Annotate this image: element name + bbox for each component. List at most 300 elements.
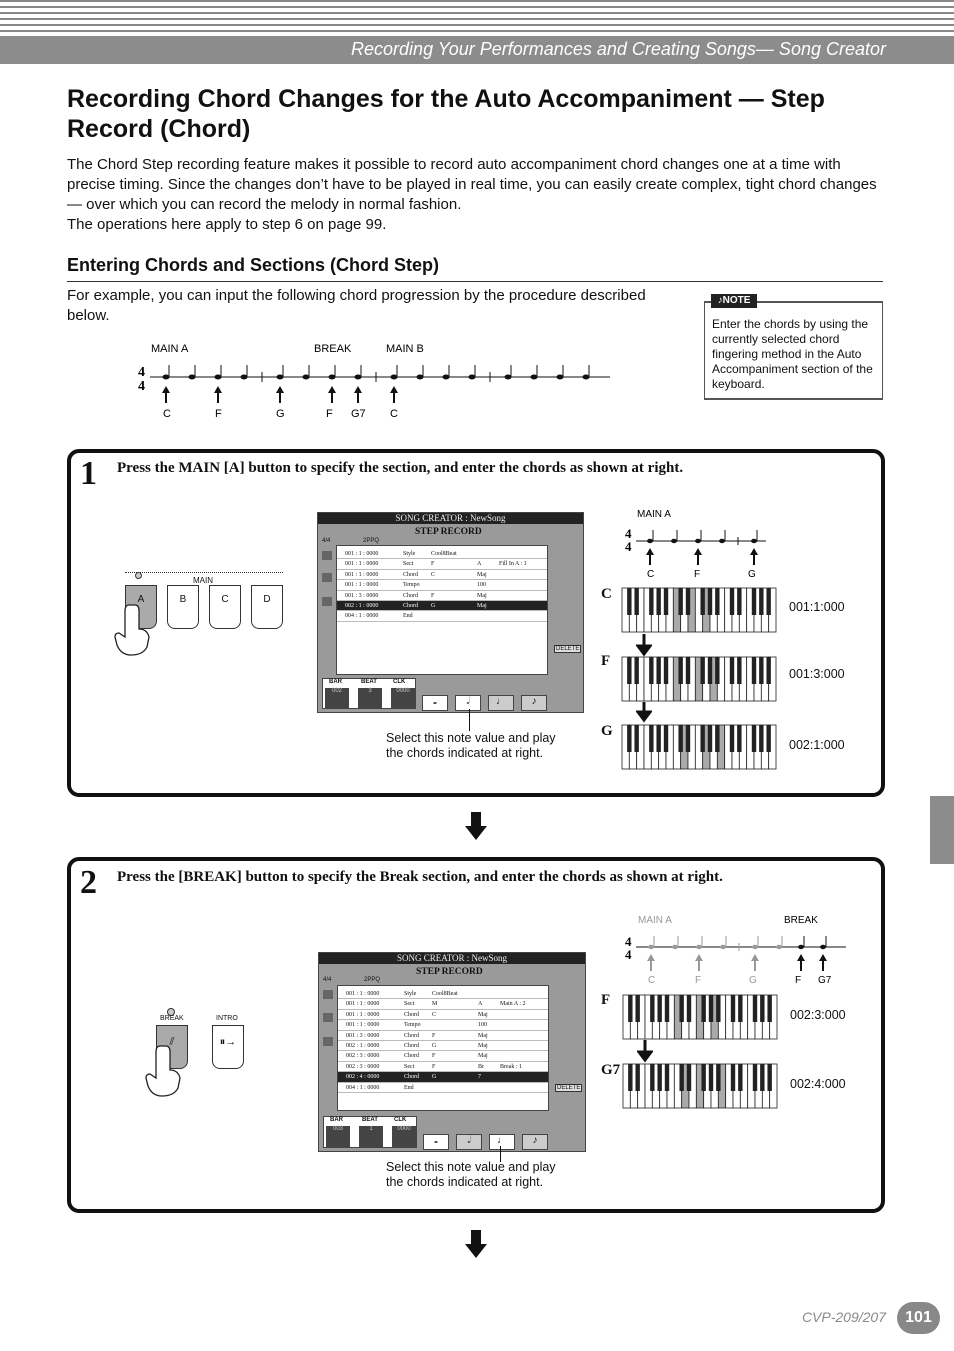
black-key	[759, 657, 763, 684]
kbd-chord-c-label: C	[601, 586, 612, 602]
timeline-note	[303, 375, 310, 380]
event-cell: Fill In A : 1	[499, 561, 527, 568]
clk-value[interactable]: 0000	[391, 688, 415, 708]
note-badge: ♪NOTE	[711, 294, 757, 308]
screen-down-icon[interactable]	[322, 573, 332, 582]
event-row[interactable]	[338, 1010, 548, 1020]
black-key	[664, 657, 668, 684]
event-cell: Cool8Beat	[432, 991, 458, 997]
note-box	[704, 301, 883, 400]
timeline-note	[215, 375, 222, 380]
step-1-instruction: Press the MAIN [A] button to specify the section, and enter the chords as shown at right.	[117, 460, 684, 476]
black-key	[656, 657, 660, 684]
section-title: Recording Chord Changes for the Auto Accompaniment — Step Record (Chord)	[67, 85, 825, 143]
black-key	[628, 995, 632, 1022]
black-key	[766, 588, 770, 615]
event-cell: Chord	[404, 1043, 419, 1049]
mini-arrow-icon	[646, 548, 654, 565]
black-key	[664, 588, 668, 615]
mini2-section-break: BREAK	[784, 915, 818, 926]
beat-label: BEAT	[361, 679, 377, 685]
mini2-time-bottom: 4	[625, 947, 632, 962]
event-row[interactable]	[338, 1051, 548, 1061]
mini2-arrow-icon	[819, 954, 827, 971]
bar-value[interactable]: 002	[325, 688, 349, 708]
event-cell: Sect	[404, 1063, 415, 1070]
half-note-button-2[interactable]: 𝅗𝅥	[456, 1134, 482, 1150]
black-key	[766, 725, 770, 752]
event-row[interactable]	[337, 591, 547, 601]
timeline-notes	[162, 365, 590, 403]
mini-arrow-icon	[750, 548, 758, 565]
black-key	[687, 1064, 691, 1091]
timeline-arrow-icon	[214, 386, 222, 403]
black-key	[716, 1064, 720, 1091]
event-row[interactable]	[338, 1083, 548, 1093]
black-key	[708, 657, 712, 684]
pressing-hand-icon-2	[144, 1044, 184, 1098]
kbd2-chord-f-label: F	[601, 992, 611, 1008]
event-cell: 002 : 3 : 0000	[346, 1063, 380, 1070]
timeline-note	[241, 375, 248, 380]
subsection-rule	[67, 281, 883, 282]
clk-label-2: CLK	[394, 1117, 407, 1123]
screen2-title: SONG CREATOR : NewSong	[319, 953, 585, 964]
black-key	[649, 588, 653, 615]
side-tab	[930, 796, 954, 864]
timeline-section-break: BREAK	[314, 343, 352, 355]
event-cell: 002 : 1 : 0000	[346, 1043, 380, 1049]
black-key	[701, 995, 705, 1022]
page-number: 101	[897, 1302, 940, 1334]
mini2-note	[696, 945, 702, 949]
mini-note	[695, 539, 701, 543]
black-key	[701, 1064, 705, 1091]
black-key	[687, 995, 691, 1022]
event-cell: Chord	[404, 1074, 419, 1081]
timeline-arrow-icon	[328, 386, 336, 403]
black-key	[700, 657, 704, 684]
mini2-note	[752, 945, 758, 949]
black-key	[737, 725, 741, 752]
screen-top-icon[interactable]	[322, 597, 332, 606]
event-cell: Chord	[403, 592, 418, 599]
event-cell: End	[403, 613, 413, 620]
mini2-chord-c: C	[648, 975, 656, 986]
step-2-caption: Select this note value and play the chords indicated at right.	[386, 1160, 556, 1189]
subsection-title: Entering Chords and Sections (Chord Step)	[67, 255, 440, 275]
whole-note-button-2[interactable]: 𝅝	[423, 1134, 449, 1150]
mini-note	[671, 539, 677, 543]
main-b-button[interactable]: B	[167, 585, 199, 629]
black-key	[730, 725, 734, 752]
timeline-note	[391, 375, 398, 380]
event-row[interactable]	[338, 999, 548, 1009]
screen-subtitle: STEP RECORD	[415, 527, 482, 537]
black-key	[759, 725, 763, 752]
timeline-note	[531, 375, 538, 380]
event-cell: Sect	[403, 561, 414, 568]
black-key	[657, 995, 661, 1022]
event-cell: 100	[477, 582, 486, 589]
intro-reference: The operations here apply to step 6 on page 99.	[67, 216, 387, 233]
black-key	[766, 657, 770, 684]
black-key	[730, 588, 734, 615]
black-key	[650, 1064, 654, 1091]
black-key	[627, 657, 631, 684]
chord-timeline	[130, 338, 620, 424]
black-key	[634, 588, 638, 615]
event-cell: G	[432, 1074, 437, 1081]
black-key	[752, 588, 756, 615]
event-cell: 001 : 3 : 0000	[345, 592, 379, 599]
screen2-up-icon[interactable]	[323, 990, 333, 999]
event-cell: Br	[478, 1063, 484, 1070]
quarter-note-button[interactable]: ♩	[488, 695, 514, 711]
kbd2-chord-g7-label: G7	[601, 1062, 621, 1078]
keyboard-f-2	[622, 994, 778, 1041]
event-row[interactable]	[337, 611, 547, 621]
event-cell: Chord	[404, 1032, 419, 1039]
black-key	[700, 725, 704, 752]
step-1-caption: Select this note value and play the chords indicated at right.	[386, 731, 556, 760]
mini-chord-c: C	[647, 569, 655, 580]
section-intro	[67, 155, 887, 235]
event-row[interactable]	[338, 1062, 548, 1072]
event-cell: 001 : 3 : 0000	[346, 1032, 380, 1039]
mini2-notes	[647, 936, 827, 971]
bar-label: BAR	[329, 679, 342, 685]
event-cell: Style	[403, 551, 416, 557]
timeline-note	[329, 375, 336, 380]
event-cell: Maj	[477, 603, 487, 609]
mini2-chord-f: F	[695, 975, 702, 986]
main-d-button[interactable]: D	[251, 585, 283, 629]
bar-label-2: BAR	[330, 1117, 343, 1123]
event-cell: Style	[404, 991, 417, 997]
clk-value-2[interactable]: 0000	[392, 1126, 416, 1147]
timeline-note	[505, 375, 512, 380]
screen2-meter: 4/4	[323, 977, 332, 983]
mini2-chord-g7: G7	[818, 975, 832, 986]
event-row[interactable]	[337, 559, 547, 569]
mini-chord-g: G	[748, 569, 756, 580]
event-cell: M	[432, 1001, 438, 1008]
kbd2-pos-f: 002:3:000	[790, 1008, 846, 1022]
timeline-chord-g7: G7	[351, 408, 366, 420]
kbd-pos-g: 002:1:000	[789, 738, 845, 752]
event-cell: 002 : 3 : 0000	[346, 1053, 380, 1060]
timeline-note	[443, 375, 450, 380]
step-2-instruction: Press the [BREAK] button to specify the Break section, and enter the chords as shown at right.	[117, 869, 723, 885]
event-cell: G	[432, 1043, 437, 1049]
black-key	[767, 995, 771, 1022]
step-1-screen	[317, 512, 584, 713]
header-bar	[0, 36, 954, 64]
beat-value-2[interactable]: 1	[359, 1126, 383, 1147]
mini-arrow-icon	[694, 548, 702, 565]
black-key	[709, 1064, 713, 1091]
event-cell: C	[431, 571, 436, 578]
mini2-arrow-icon	[751, 954, 759, 971]
black-key	[760, 1064, 764, 1091]
black-key	[678, 588, 682, 615]
screen2-top-icon[interactable]	[323, 1037, 333, 1046]
clk-label: CLK	[393, 679, 406, 685]
screen2-subtitle: STEP RECORD	[416, 967, 483, 977]
event-row[interactable]	[337, 549, 547, 559]
timeline-arrow-icon	[162, 386, 170, 403]
header-stripes	[0, 0, 954, 38]
event-cell: Maj	[478, 1011, 488, 1018]
timeline-section-main-a: MAIN A	[151, 343, 189, 355]
black-key	[752, 657, 756, 684]
event-cell: Tempo	[404, 1022, 421, 1029]
black-key	[635, 1064, 639, 1091]
black-key	[730, 657, 734, 684]
black-key	[686, 657, 690, 684]
black-key	[665, 995, 669, 1022]
event-cell: Tempo	[403, 582, 420, 589]
kbd-chord-g-label: G	[601, 723, 613, 739]
mini2-arrow-icon	[695, 954, 703, 971]
black-key	[759, 588, 763, 615]
position-panel	[322, 678, 416, 709]
mini2-note	[720, 945, 726, 949]
quarter-note-button-2[interactable]: ♩	[489, 1134, 515, 1150]
black-key	[716, 995, 720, 1022]
black-key	[627, 588, 631, 615]
mini-notes	[646, 530, 758, 565]
timeline-chord-c: C	[163, 408, 171, 420]
intro-label: INTRO	[216, 1015, 238, 1022]
mini-note	[647, 539, 653, 543]
event-list	[336, 545, 548, 675]
event-cell: 7	[478, 1074, 481, 1081]
main-a-lamp	[135, 572, 142, 579]
timeline-arrow-icon	[354, 386, 362, 403]
black-key	[709, 995, 713, 1022]
event-row[interactable]	[337, 580, 547, 590]
intro-paragraph: The Chord Step recording feature makes it possible to record auto accompaniment chord changes one at a time with precise timing. Since the changes don’t have to be played in real time, you can easily create complex, tight chord changes — over which you can record the melody in normal fashion.	[67, 156, 877, 213]
mini-note	[751, 539, 757, 543]
event-row[interactable]	[337, 601, 547, 611]
black-key	[656, 588, 660, 615]
black-key	[700, 588, 704, 615]
timeline-arrow-icon	[276, 386, 284, 403]
black-key	[767, 1064, 771, 1091]
screen2-down-icon[interactable]	[323, 1013, 333, 1022]
black-key	[752, 725, 756, 752]
mini2-section-main-a: MAIN A	[638, 915, 672, 926]
timeline-note	[557, 375, 564, 380]
mini2-note	[648, 945, 654, 949]
black-key	[708, 725, 712, 752]
timeline-note	[417, 375, 424, 380]
position-panel-2	[323, 1116, 417, 1148]
main-a-button[interactable]: A	[125, 585, 157, 629]
mini2-arrow-icon	[647, 954, 655, 971]
event-cell: 100	[478, 1022, 487, 1029]
main-c-button[interactable]: C	[209, 585, 241, 629]
mini2-note	[798, 945, 804, 949]
black-key	[686, 725, 690, 752]
timeline-note	[189, 375, 196, 380]
mini2-time-top: 4	[625, 934, 632, 949]
mini2-note	[672, 945, 678, 949]
keyboard-c	[621, 587, 777, 634]
break-button[interactable]: ⫽	[156, 1025, 188, 1069]
event-row[interactable]	[338, 1031, 548, 1041]
screen-title: SONG CREATOR : NewSong	[318, 513, 583, 524]
black-key	[708, 588, 712, 615]
event-row[interactable]	[337, 570, 547, 580]
event-cell: 001 : 1 : 0000	[345, 582, 379, 589]
black-key	[634, 725, 638, 752]
event-cell: Chord	[403, 571, 418, 578]
mini2-chord-g: G	[749, 975, 757, 986]
black-key	[679, 995, 683, 1022]
delete-button-2[interactable]: DELETE	[557, 1085, 581, 1091]
screen-ppq: 2PPQ	[363, 538, 380, 544]
beat-value[interactable]: 3	[358, 688, 382, 708]
time-signature-bottom: 4	[138, 379, 145, 394]
event-cell: 002 : 1 : 0000	[345, 603, 379, 609]
timeline-chord-c2: C	[390, 408, 398, 420]
down-arrow-icon	[465, 812, 487, 840]
main-label: MAIN	[190, 576, 216, 585]
event-cell: Cool8Beat	[431, 551, 457, 557]
black-key	[737, 588, 741, 615]
down-arrow-icon-2	[465, 1230, 487, 1258]
event-cell: 001 : 1 : 0000	[345, 551, 379, 557]
event-row[interactable]	[338, 989, 548, 999]
black-key	[678, 657, 682, 684]
timeline-note	[583, 375, 590, 380]
delete-button[interactable]: DELETE	[556, 646, 580, 652]
event-cell: Maj	[477, 592, 487, 599]
note-text: Enter the chords by using the currently selected chord fingering method in the Auto Accompaniment section of the keyboard.	[712, 317, 873, 391]
event-cell: 001 : 1 : 0000	[346, 991, 380, 997]
event-cell: 001 : 1 : 0000	[346, 1001, 380, 1008]
event-cell: 001 : 1 : 0000	[346, 1011, 380, 1018]
event-row[interactable]	[338, 1072, 548, 1082]
event-cell: F	[432, 1053, 436, 1060]
keyboard-g	[621, 724, 777, 771]
event-cell: Chord	[403, 603, 418, 609]
black-key	[686, 588, 690, 615]
black-key	[664, 725, 668, 752]
black-key	[715, 588, 719, 615]
mini-chord-f: F	[694, 569, 701, 580]
kbd2-arrow	[637, 1040, 653, 1066]
black-key	[628, 1064, 632, 1091]
black-key	[737, 657, 741, 684]
event-cell: F	[431, 592, 435, 599]
step-1-number: 1	[80, 455, 97, 492]
step-2-screen	[318, 952, 586, 1152]
step-1-timeline	[620, 506, 770, 582]
event-cell: Maj	[477, 571, 487, 578]
black-key	[738, 995, 742, 1022]
black-key	[665, 1064, 669, 1091]
event-cell: F	[432, 1063, 436, 1070]
black-key	[731, 1064, 735, 1091]
timeline-note	[277, 375, 284, 380]
event-cell: Chord	[404, 1053, 419, 1060]
event-cell: 004 : 1 : 0000	[345, 613, 379, 620]
bar-value-2[interactable]: 003	[326, 1126, 350, 1147]
timeline-chord-f2: F	[326, 408, 333, 420]
beat-label-2: BEAT	[362, 1117, 378, 1123]
timeline-note	[355, 375, 362, 380]
screen-meter: 4/4	[322, 538, 331, 544]
black-key	[650, 995, 654, 1022]
kbd-pos-c: 001:1:000	[789, 600, 845, 614]
event-cell: Maj	[478, 1053, 488, 1060]
timeline-note	[163, 375, 170, 380]
event-cell: F	[432, 1032, 436, 1039]
event-cell: Maj	[478, 1043, 488, 1049]
header-title: Recording Your Performances and Creating Songs— Song Creator	[351, 39, 886, 59]
keyboard-g7	[622, 1063, 778, 1110]
mini-note	[719, 539, 725, 543]
event-list-2	[337, 985, 549, 1111]
black-key	[738, 1064, 742, 1091]
event-row[interactable]	[338, 1041, 548, 1051]
black-key	[715, 725, 719, 752]
subsection-text: For example, you can input the following chord progression by the procedure described below.	[67, 287, 646, 324]
eighth-note-button-2[interactable]: ♪	[522, 1134, 548, 1150]
event-cell: 001 : 1 : 0000	[345, 571, 379, 578]
black-key	[678, 725, 682, 752]
eighth-note-button[interactable]: ♪	[521, 695, 547, 711]
mini-section-main-a: MAIN A	[637, 509, 671, 520]
kbd2-pos-g7: 002:4:000	[790, 1077, 846, 1091]
screen2-ppq: 2PPQ	[364, 977, 381, 983]
screen-up-icon[interactable]	[322, 551, 332, 560]
caption-pointer-1	[469, 709, 470, 731]
mini2-arrow-icon	[797, 954, 805, 971]
timeline-note	[469, 375, 476, 380]
mini2-note	[776, 945, 782, 949]
mini2-note	[820, 945, 826, 949]
black-key	[657, 1064, 661, 1091]
whole-note-button[interactable]: 𝅝	[422, 695, 448, 711]
time-signature-top: 4	[138, 365, 145, 380]
step-2-timeline	[620, 910, 850, 988]
timeline-section-main-b: MAIN B	[386, 343, 424, 355]
mini-time-bottom: 4	[625, 539, 632, 554]
black-key	[679, 1064, 683, 1091]
black-key	[760, 995, 764, 1022]
event-cell: End	[404, 1084, 414, 1091]
event-cell: 002 : 4 : 0000	[346, 1074, 380, 1081]
event-row[interactable]	[338, 1020, 548, 1030]
break-label: BREAK	[160, 1015, 184, 1022]
event-cell: A	[477, 561, 482, 568]
event-cell: Sect	[404, 1001, 415, 1008]
timeline-chord-g: G	[276, 408, 285, 420]
event-cell: 004 : 1 : 0000	[346, 1084, 380, 1091]
step-2-number: 2	[80, 864, 97, 901]
event-cell: 001 : 1 : 0000	[345, 561, 379, 568]
intro-button[interactable]: ⏸→	[212, 1025, 244, 1069]
pressing-hand-icon	[113, 603, 153, 657]
half-note-button[interactable]: 𝅗𝅥	[455, 695, 481, 711]
mini2-chord-f2: F	[795, 975, 802, 986]
black-key	[731, 995, 735, 1022]
